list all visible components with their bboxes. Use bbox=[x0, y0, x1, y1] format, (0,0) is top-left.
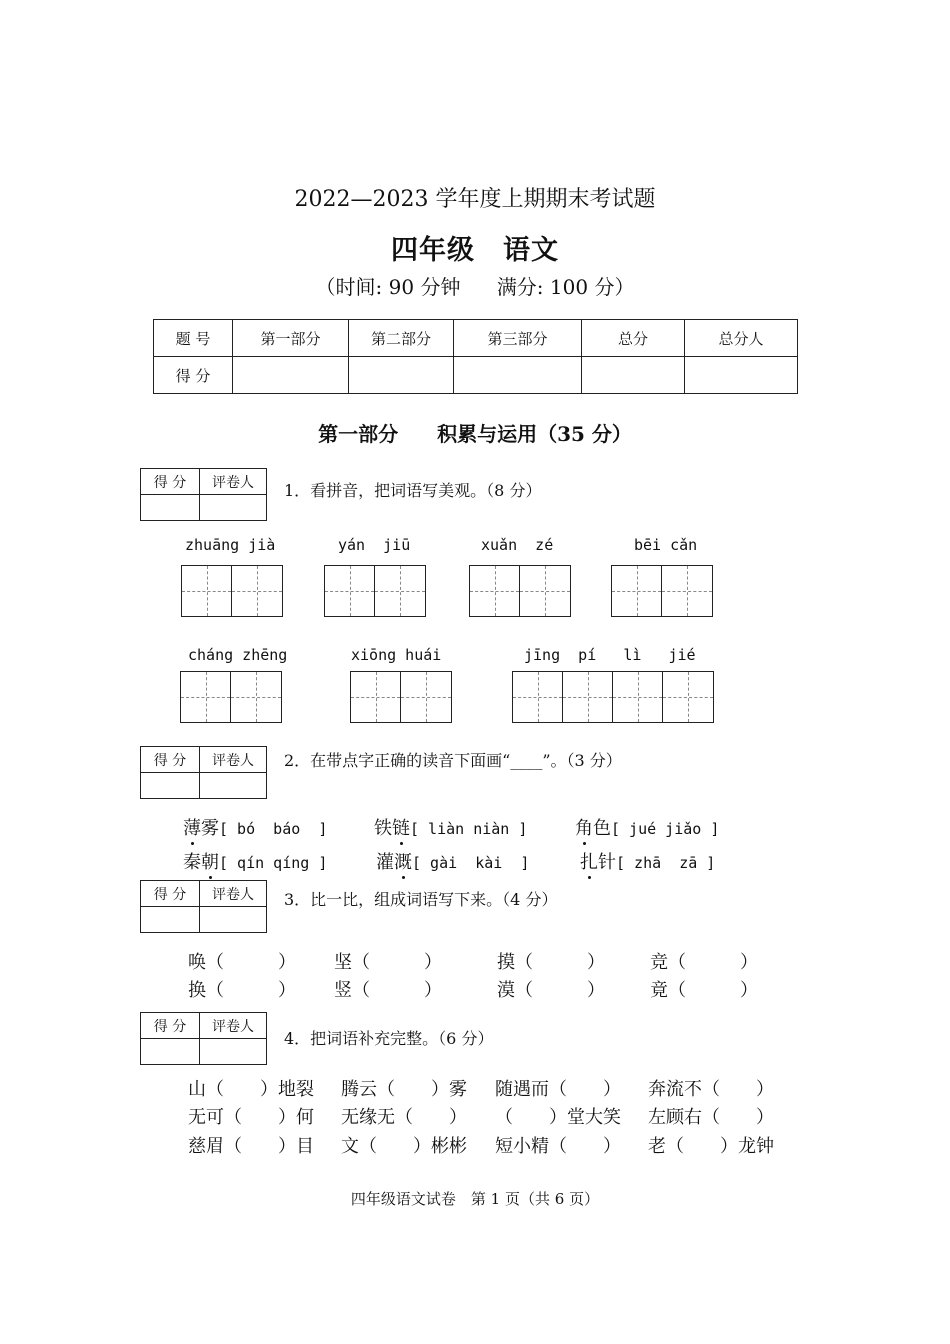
grid-cell[interactable] bbox=[351, 672, 401, 722]
dotted-char: 溉 bbox=[394, 848, 412, 874]
time-limit: （时间: 90 分钟 bbox=[315, 275, 461, 299]
compare-item[interactable]: 唤（ ） bbox=[188, 952, 296, 973]
word-pre: 铁 bbox=[374, 818, 392, 839]
writing-grid[interactable] bbox=[180, 671, 282, 723]
header-cell: 题 号 bbox=[154, 320, 233, 357]
exam-title: 2022—2023 学年度上期期末考试题 bbox=[294, 187, 656, 212]
grader-score-cell[interactable] bbox=[141, 907, 200, 933]
grader-reviewer-cell[interactable] bbox=[200, 773, 267, 799]
grid-cell[interactable] bbox=[663, 672, 713, 722]
compare-item[interactable]: 竟（ ） bbox=[650, 980, 758, 1001]
grid-cell[interactable] bbox=[231, 672, 281, 722]
pinyin-label: zhuāng jià bbox=[185, 536, 276, 554]
idiom-item[interactable]: 老（ ）龙钟 bbox=[648, 1136, 774, 1157]
score-table bbox=[153, 319, 798, 394]
exam-subject: 四年级 语文 bbox=[391, 235, 559, 266]
idiom-item[interactable]: 慈眉（ ）目 bbox=[188, 1136, 314, 1157]
pinyin-label: cháng zhēng bbox=[188, 646, 288, 664]
grader-score-cell[interactable] bbox=[141, 1039, 200, 1065]
idiom-item[interactable]: 短小精（ ） bbox=[495, 1136, 621, 1157]
idiom-item[interactable]: （ ）堂大笑 bbox=[495, 1107, 621, 1128]
part-name: 第一部分 bbox=[318, 422, 399, 446]
pinyin-label: xuǎn zé bbox=[481, 536, 554, 554]
grader-reviewer-label: 评卷人 bbox=[200, 881, 267, 907]
compare-item[interactable]: 竖（ ） bbox=[334, 980, 442, 1001]
part-title: 积累与运用（35 分） bbox=[437, 422, 632, 446]
word-rest: 雾 bbox=[201, 818, 219, 839]
compare-item[interactable]: 换（ ） bbox=[188, 980, 296, 1001]
score-cell[interactable] bbox=[582, 357, 685, 394]
writing-grid[interactable] bbox=[469, 565, 571, 617]
dotted-char: 扎 bbox=[580, 848, 598, 874]
grader-reviewer-label: 评卷人 bbox=[200, 469, 267, 495]
grader-score-cell[interactable] bbox=[141, 773, 200, 799]
header-cell: 第一部分 bbox=[233, 320, 349, 357]
word-rest: 色 bbox=[593, 818, 611, 839]
score-cell[interactable] bbox=[685, 357, 798, 394]
word-pre: 秦 bbox=[183, 852, 201, 873]
q3-text: 3．比一比，组成词语写下来。（4 分） bbox=[284, 890, 558, 909]
score-table-score-row bbox=[154, 357, 798, 394]
grid-cell[interactable] bbox=[662, 566, 712, 616]
score-table-header-row bbox=[154, 320, 798, 357]
word-pre: 灌 bbox=[376, 852, 394, 873]
writing-grid[interactable] bbox=[350, 671, 452, 723]
grader-score-label: 得 分 bbox=[141, 881, 200, 907]
header-cell: 总分 bbox=[582, 320, 685, 357]
reading-item bbox=[580, 848, 715, 874]
idiom-item[interactable]: 奔流不（ ） bbox=[648, 1079, 774, 1100]
writing-grid[interactable] bbox=[611, 565, 713, 617]
compare-item[interactable]: 坚（ ） bbox=[334, 952, 442, 973]
pinyin-options[interactable]: [ jué jiǎo ] bbox=[611, 820, 720, 838]
pinyin-label: yán jiū bbox=[338, 536, 411, 554]
grader-box bbox=[140, 1012, 267, 1065]
dotted-char: 链 bbox=[392, 814, 410, 840]
idiom-item[interactable]: 山（ ）地裂 bbox=[188, 1079, 314, 1100]
grid-cell[interactable] bbox=[182, 566, 232, 616]
grader-box bbox=[140, 468, 267, 521]
reading-item bbox=[376, 848, 529, 874]
pinyin-options[interactable]: [ liàn niàn ] bbox=[410, 820, 528, 838]
pinyin-options[interactable]: [ bó báo ] bbox=[219, 820, 328, 838]
dotted-char: 角 bbox=[575, 814, 593, 840]
idiom-item[interactable]: 腾云（ ）雾 bbox=[341, 1079, 467, 1100]
grid-cell[interactable] bbox=[401, 672, 451, 722]
reading-item bbox=[575, 814, 719, 840]
page-footer: 四年级语文试卷 第 1 页（共 6 页） bbox=[350, 1190, 600, 1208]
writing-grid[interactable] bbox=[324, 565, 426, 617]
reading-item bbox=[183, 814, 327, 840]
reading-item bbox=[183, 848, 327, 874]
grader-reviewer-cell[interactable] bbox=[200, 1039, 267, 1065]
pinyin-label: bēi cǎn bbox=[634, 536, 698, 554]
idiom-item[interactable]: 无可（ ）何 bbox=[188, 1107, 314, 1128]
q2-text: 2．在带点字正确的读音下面画“____”。（3 分） bbox=[284, 751, 622, 770]
pinyin-options[interactable]: [ gài kài ] bbox=[412, 854, 530, 872]
header-cell: 总分人 bbox=[685, 320, 798, 357]
grid-cell[interactable] bbox=[612, 566, 662, 616]
grader-score-label: 得 分 bbox=[141, 469, 200, 495]
grader-reviewer-label: 评卷人 bbox=[200, 1013, 267, 1039]
score-cell[interactable] bbox=[349, 357, 454, 394]
grader-reviewer-label: 评卷人 bbox=[200, 747, 267, 773]
grid-cell[interactable] bbox=[325, 566, 375, 616]
header-cell: 第三部分 bbox=[454, 320, 582, 357]
grader-reviewer-cell[interactable] bbox=[200, 495, 267, 521]
score-cell[interactable] bbox=[233, 357, 349, 394]
grader-reviewer-cell[interactable] bbox=[200, 907, 267, 933]
idiom-item[interactable]: 随遇而（ ） bbox=[495, 1079, 621, 1100]
idiom-item[interactable]: 无缘无（ ） bbox=[341, 1107, 467, 1128]
grid-cell[interactable] bbox=[613, 672, 663, 722]
idiom-item[interactable]: 左顾右（ ） bbox=[648, 1107, 774, 1128]
grader-box bbox=[140, 746, 267, 799]
grader-score-label: 得 分 bbox=[141, 1013, 200, 1039]
header-cell: 第二部分 bbox=[349, 320, 454, 357]
pinyin-label: jīng pí lì jié bbox=[524, 646, 696, 664]
q1-text: 1．看拼音，把词语写美观。（8 分） bbox=[284, 481, 542, 500]
row-label: 得 分 bbox=[154, 357, 233, 394]
word-rest: 针 bbox=[598, 852, 616, 873]
grid-cell[interactable] bbox=[181, 672, 231, 722]
pinyin-options[interactable]: [ qín qíng ] bbox=[219, 854, 328, 872]
compare-item[interactable]: 摸（ ） bbox=[497, 952, 605, 973]
grader-score-cell[interactable] bbox=[141, 495, 200, 521]
reading-item bbox=[374, 814, 527, 840]
dotted-char: 薄 bbox=[183, 814, 201, 840]
grid-cell[interactable] bbox=[470, 566, 520, 616]
writing-grid[interactable] bbox=[512, 671, 714, 723]
exam-info bbox=[0, 271, 950, 300]
pinyin-label: xiōng huái bbox=[351, 646, 442, 664]
grid-cell[interactable] bbox=[513, 672, 563, 722]
compare-item[interactable]: 竞（ ） bbox=[650, 952, 758, 973]
compare-item[interactable]: 漠（ ） bbox=[497, 980, 605, 1001]
grid-cell[interactable] bbox=[232, 566, 282, 616]
grid-cell[interactable] bbox=[520, 566, 570, 616]
grader-box bbox=[140, 880, 267, 933]
part1-heading bbox=[0, 418, 950, 447]
q4-text: 4．把词语补充完整。（6 分） bbox=[284, 1029, 494, 1048]
idiom-item[interactable]: 文（ ）彬彬 bbox=[341, 1136, 467, 1157]
score-cell[interactable] bbox=[454, 357, 582, 394]
grader-score-label: 得 分 bbox=[141, 747, 200, 773]
full-score: 满分: 100 分） bbox=[496, 275, 635, 299]
grid-cell[interactable] bbox=[375, 566, 425, 616]
dotted-char: 朝 bbox=[201, 848, 219, 874]
grid-cell[interactable] bbox=[563, 672, 613, 722]
writing-grid[interactable] bbox=[181, 565, 283, 617]
pinyin-options[interactable]: [ zhā zā ] bbox=[616, 854, 716, 872]
